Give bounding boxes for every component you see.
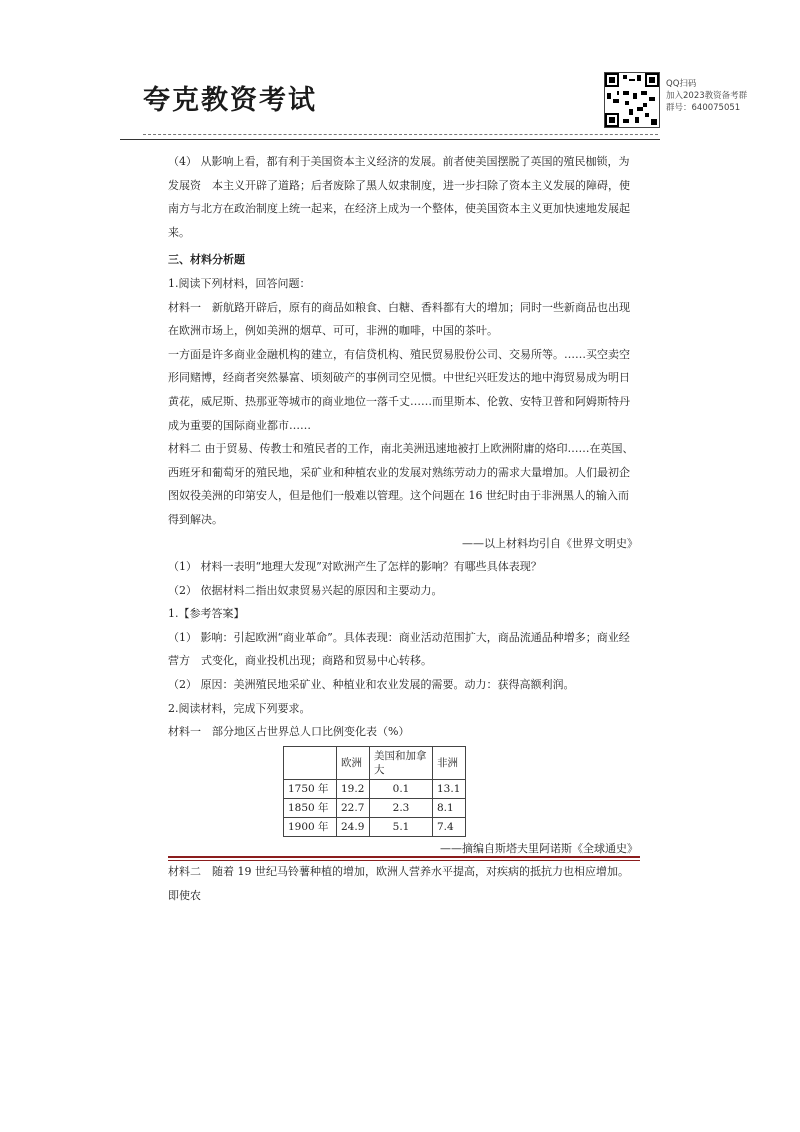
source-citation-2: ——摘编自斯塔夫里阿诺斯《全球通史》 bbox=[440, 841, 638, 855]
table-cell: 8.1 bbox=[433, 798, 466, 817]
table-row bbox=[284, 817, 466, 836]
table-cell: 5.1 bbox=[370, 817, 433, 836]
material-1b: 一方面是许多商业金融机构的建立，有信贷机构、殖民贸易股份公司、交易所等。……买空卖空形同赌博，经商者突然暴富、顷刻破产的事例司空见惯。中世纪兴旺发达的地中海贸易成为明日黄花，威尼斯、热那亚等城市的商业地位一落千丈……而里斯本、伦敦、安特卫普和阿姆斯特丹成为重要的国际商业都市…… bbox=[168, 347, 630, 432]
qr-caption: QQ扫码 bbox=[666, 79, 697, 89]
qr-group-label: 加入2023教资备考群 bbox=[666, 91, 748, 101]
footer-divider-thin bbox=[168, 860, 640, 861]
table-header-cell: 非洲 bbox=[433, 746, 466, 779]
answer-1: （1） 影响：引起欧洲“商业革命”。具体表现：商业活动范围扩大，商品流通品种增多；商业经营方 式变化，商业投机出现；商路和贸易中心转移。 bbox=[168, 630, 630, 668]
qr-info bbox=[666, 78, 747, 114]
table-cell: 0.1 bbox=[370, 779, 433, 798]
header-dashed-divider bbox=[143, 134, 658, 135]
answer-label: 1.【参考答案】 bbox=[168, 607, 245, 621]
table-header-cell bbox=[284, 746, 337, 779]
table-cell: 1850 年 bbox=[284, 798, 337, 817]
table-cell: 24.9 bbox=[337, 817, 370, 836]
header-solid-divider bbox=[120, 139, 660, 140]
material-2: 材料二 由于贸易、传教士和殖民者的工作，南北美洲迅速地被打上欧洲附庸的烙印……在英国、西班牙和葡萄牙的殖民地，采矿业和种植农业的发展对熟练劳动力的需求大量增加。人们最初企图奴役美洲的印第安人，但是他们一般难以管理。这个问题在 16 世纪时由于非洲黑人的输入而得到解决。 bbox=[168, 442, 634, 526]
qr-code-icon bbox=[604, 72, 660, 128]
table-row bbox=[284, 779, 466, 798]
paragraph-impact: （4） 从影响上看，都有利于美国资本主义经济的发展。前者使美国摆脱了英国的殖民枷锁，为发展资 本主义开辟了道路；后者废除了黑人奴隶制度，进一步扫除了资本主义发展的障碍，使南方与北方在政治制度上统一起来，在经济上成为一个整体，使美国资本主义更加快速地发展起来。 bbox=[168, 155, 630, 239]
answer-2: （2） 原因：美洲殖民地采矿业、种植业和农业发展的需要。动力：获得高额利润。 bbox=[168, 678, 575, 692]
brand-title: 夸克教资考试 bbox=[143, 85, 317, 116]
material-2b: 材料二 随着 19 世纪马铃薯种植的增加，欧洲人营养水平提高，对疾病的抵抗力也相应增加。即使农 bbox=[168, 865, 629, 903]
qr-group-number: 群号：640075051 bbox=[666, 103, 741, 113]
table-cell: 7.4 bbox=[433, 817, 466, 836]
source-citation-1: ——以上材料均引自《世界文明史》 bbox=[462, 536, 638, 550]
table-header-row bbox=[284, 746, 466, 779]
table-row bbox=[284, 798, 466, 817]
section-heading: 三、材料分析题 bbox=[168, 253, 245, 267]
table-header-cell: 美国和加拿大 bbox=[370, 746, 433, 779]
population-table bbox=[283, 746, 466, 837]
table-cell: 19.2 bbox=[337, 779, 370, 798]
table-caption: 材料一 部分地区占世界总人口比例变化表（%） bbox=[168, 725, 410, 739]
table-cell: 1750 年 bbox=[284, 779, 337, 798]
table-cell: 13.1 bbox=[433, 779, 466, 798]
question-1-1: （1） 材料一表明“地理大发现”对欧洲产生了怎样的影响？有哪些具体表现？ bbox=[168, 560, 542, 574]
table-header-cell: 欧洲 bbox=[337, 746, 370, 779]
footer-divider-thick bbox=[168, 856, 640, 858]
question-1-prompt: 1.阅读下列材料，回答问题： bbox=[168, 276, 311, 290]
document-body bbox=[168, 150, 638, 908]
question-1-2: （2） 依据材料二指出奴隶贸易兴起的原因和主要动力。 bbox=[168, 583, 443, 597]
table-cell: 22.7 bbox=[337, 798, 370, 817]
table-cell: 1900 年 bbox=[284, 817, 337, 836]
material-1a: 材料一 新航路开辟后，原有的商品如粮食、白糖、香料都有大的增加；同时一些新商品也出现在欧洲市场上，例如美洲的烟草、可可，非洲的咖啡，中国的茶叶。 bbox=[168, 300, 630, 338]
question-2-prompt: 2.阅读材料，完成下列要求。 bbox=[168, 701, 311, 715]
table-cell: 2.3 bbox=[370, 798, 433, 817]
